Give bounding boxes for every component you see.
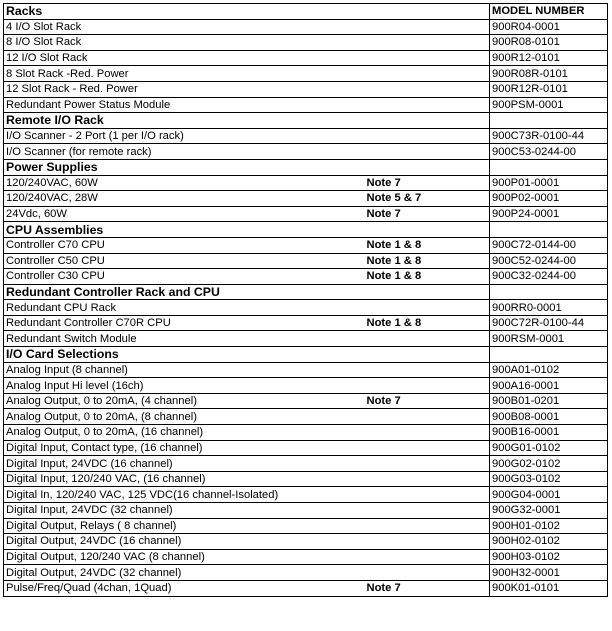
document-page — [3, 3, 608, 597]
item-model-number: 900C52-0244-00 — [490, 253, 608, 269]
item-note — [365, 471, 490, 487]
item-model-number: 900B16-0001 — [490, 425, 608, 441]
section-title: Redundant Controller Rack and CPU — [4, 284, 365, 300]
item-model-number: 900B01-0201 — [490, 393, 608, 409]
item-model-number: 900C53-0244-00 — [490, 144, 608, 160]
item-description: Digital Output, 120/240 VAC (8 channel) — [4, 549, 365, 565]
item-model-number: 900C32-0244-00 — [490, 269, 608, 285]
table-row — [4, 331, 608, 347]
item-model-number: 900P02-0001 — [490, 191, 608, 207]
item-note — [365, 128, 490, 144]
section-header-row — [4, 222, 608, 238]
table-row — [4, 440, 608, 456]
item-description: Redundant CPU Rack — [4, 300, 365, 316]
item-note: Note 1 & 8 — [365, 237, 490, 253]
item-model-number: 900A01-0102 — [490, 362, 608, 378]
item-model-number: 900R04-0001 — [490, 19, 608, 35]
item-note — [365, 66, 490, 82]
section-header-row — [4, 159, 608, 175]
item-model-number: 900PSM-0001 — [490, 97, 608, 113]
item-model-number: 900R08R-0101 — [490, 66, 608, 82]
item-description: Digital Input, 24VDC (16 channel) — [4, 456, 365, 472]
item-note — [365, 331, 490, 347]
item-description: 120/240VAC, 60W — [4, 175, 365, 191]
table-row — [4, 128, 608, 144]
item-description: 12 Slot Rack - Red. Power — [4, 81, 365, 97]
item-note: Note 1 & 8 — [365, 269, 490, 285]
item-model-number: 900G32-0001 — [490, 503, 608, 519]
table-row — [4, 144, 608, 160]
item-note — [365, 534, 490, 550]
table-row — [4, 97, 608, 113]
section-header-row — [4, 284, 608, 300]
item-model-number: 900A16-0001 — [490, 378, 608, 394]
item-note — [365, 19, 490, 35]
table-row — [4, 503, 608, 519]
section-title: Power Supplies — [4, 159, 365, 175]
item-description: Analog Output, 0 to 20mA, (16 channel) — [4, 425, 365, 441]
item-description: Analog Input Hi level (16ch) — [4, 378, 365, 394]
item-note — [365, 378, 490, 394]
item-note — [365, 440, 490, 456]
section-model-cell — [490, 222, 608, 238]
item-note — [365, 549, 490, 565]
table-row — [4, 393, 608, 409]
item-note — [365, 425, 490, 441]
item-note: Note 5 & 7 — [365, 191, 490, 207]
item-description: 12 I/O Slot Rack — [4, 50, 365, 66]
section-spacer-cell — [365, 113, 490, 129]
table-row — [4, 300, 608, 316]
item-model-number: 900R08-0101 — [490, 35, 608, 51]
section-title: I/O Card Selections — [4, 347, 365, 363]
table-row — [4, 565, 608, 581]
model-number-table — [3, 3, 608, 597]
item-note — [365, 144, 490, 160]
item-model-number: 900G01-0102 — [490, 440, 608, 456]
table-row — [4, 378, 608, 394]
item-model-number: 900R12-0101 — [490, 50, 608, 66]
table-row — [4, 456, 608, 472]
section-header-row — [4, 4, 608, 20]
table-row — [4, 175, 608, 191]
item-model-number: 900H03-0102 — [490, 549, 608, 565]
section-title: Racks — [4, 4, 365, 20]
item-model-number: 900H32-0001 — [490, 565, 608, 581]
item-description: 24Vdc, 60W — [4, 206, 365, 222]
item-note: Note 1 & 8 — [365, 315, 490, 331]
table-row — [4, 425, 608, 441]
table-row — [4, 549, 608, 565]
section-spacer-cell — [365, 159, 490, 175]
item-note — [365, 518, 490, 534]
item-description: Analog Input (8 channel) — [4, 362, 365, 378]
item-note — [365, 503, 490, 519]
item-model-number: 900C72-0144-00 — [490, 237, 608, 253]
section-title: Remote I/O Rack — [4, 113, 365, 129]
item-description: 8 I/O Slot Rack — [4, 35, 365, 51]
item-description: Pulse/Freq/Quad (4chan, 1Quad) — [4, 580, 365, 596]
item-note: Note 1 & 8 — [365, 253, 490, 269]
table-row — [4, 471, 608, 487]
item-model-number: 900B08-0001 — [490, 409, 608, 425]
item-model-number: 900H02-0102 — [490, 534, 608, 550]
table-row — [4, 269, 608, 285]
item-model-number: 900H01-0102 — [490, 518, 608, 534]
table-row — [4, 580, 608, 596]
item-note — [365, 487, 490, 503]
item-description: Digital Input, 120/240 VAC, (16 channel) — [4, 471, 365, 487]
item-description: Redundant Power Status Module — [4, 97, 365, 113]
item-model-number: 900RSM-0001 — [490, 331, 608, 347]
table-row — [4, 50, 608, 66]
item-description: Digital Output, Relays ( 8 channel) — [4, 518, 365, 534]
item-model-number: 900R12R-0101 — [490, 81, 608, 97]
table-row — [4, 206, 608, 222]
table-row — [4, 19, 608, 35]
section-spacer-cell — [365, 4, 490, 20]
table-row — [4, 315, 608, 331]
item-description: 4 I/O Slot Rack — [4, 19, 365, 35]
item-description: 8 Slot Rack -Red. Power — [4, 66, 365, 82]
section-spacer-cell — [365, 347, 490, 363]
table-row — [4, 362, 608, 378]
table-body — [4, 4, 608, 597]
table-row — [4, 487, 608, 503]
item-note: Note 7 — [365, 393, 490, 409]
item-model-number: 900G02-0102 — [490, 456, 608, 472]
item-description: Digital Input, Contact type, (16 channel) — [4, 440, 365, 456]
model-number-header: MODEL NUMBER — [490, 4, 608, 20]
table-row — [4, 534, 608, 550]
item-model-number: 900G04-0001 — [490, 487, 608, 503]
item-note — [365, 362, 490, 378]
section-model-cell — [490, 347, 608, 363]
item-note: Note 7 — [365, 580, 490, 596]
item-note — [365, 565, 490, 581]
item-description: I/O Scanner (for remote rack) — [4, 144, 365, 160]
item-model-number: 900K01-0101 — [490, 580, 608, 596]
item-description: Redundant Controller C70R CPU — [4, 315, 365, 331]
item-note — [365, 456, 490, 472]
item-description: Analog Output, 0 to 20mA, (4 channel) — [4, 393, 365, 409]
item-model-number: 900C72R-0100-44 — [490, 315, 608, 331]
item-model-number: 900RR0-0001 — [490, 300, 608, 316]
item-description: Digital In, 120/240 VAC, 125 VDC(16 channel-Isolated) — [4, 487, 365, 503]
item-note — [365, 97, 490, 113]
item-note: Note 7 — [365, 175, 490, 191]
section-spacer-cell — [365, 222, 490, 238]
item-description: 120/240VAC, 28W — [4, 191, 365, 207]
item-note — [365, 300, 490, 316]
table-row — [4, 409, 608, 425]
section-title: CPU Assemblies — [4, 222, 365, 238]
table-row — [4, 81, 608, 97]
item-description: Controller C30 CPU — [4, 269, 365, 285]
item-description: I/O Scanner - 2 Port (1 per I/O rack) — [4, 128, 365, 144]
item-description: Digital Output, 24VDC (16 channel) — [4, 534, 365, 550]
item-description: Analog Output, 0 to 20mA, (8 channel) — [4, 409, 365, 425]
table-row — [4, 191, 608, 207]
table-row — [4, 237, 608, 253]
table-row — [4, 518, 608, 534]
table-row — [4, 66, 608, 82]
item-description: Redundant Switch Module — [4, 331, 365, 347]
item-note — [365, 81, 490, 97]
section-header-row — [4, 347, 608, 363]
item-model-number: 900C73R-0100-44 — [490, 128, 608, 144]
item-model-number: 900P24-0001 — [490, 206, 608, 222]
section-model-cell — [490, 159, 608, 175]
item-description: Digital Input, 24VDC (32 channel) — [4, 503, 365, 519]
item-note: Note 7 — [365, 206, 490, 222]
section-spacer-cell — [365, 284, 490, 300]
section-model-cell — [490, 284, 608, 300]
item-model-number: 900P01-0001 — [490, 175, 608, 191]
item-description: Controller C70 CPU — [4, 237, 365, 253]
item-note — [365, 35, 490, 51]
table-row — [4, 35, 608, 51]
section-model-cell — [490, 113, 608, 129]
item-model-number: 900G03-0102 — [490, 471, 608, 487]
item-note — [365, 409, 490, 425]
item-description: Digital Output, 24VDC (32 channel) — [4, 565, 365, 581]
item-description: Controller C50 CPU — [4, 253, 365, 269]
table-row — [4, 253, 608, 269]
section-header-row — [4, 113, 608, 129]
item-note — [365, 50, 490, 66]
